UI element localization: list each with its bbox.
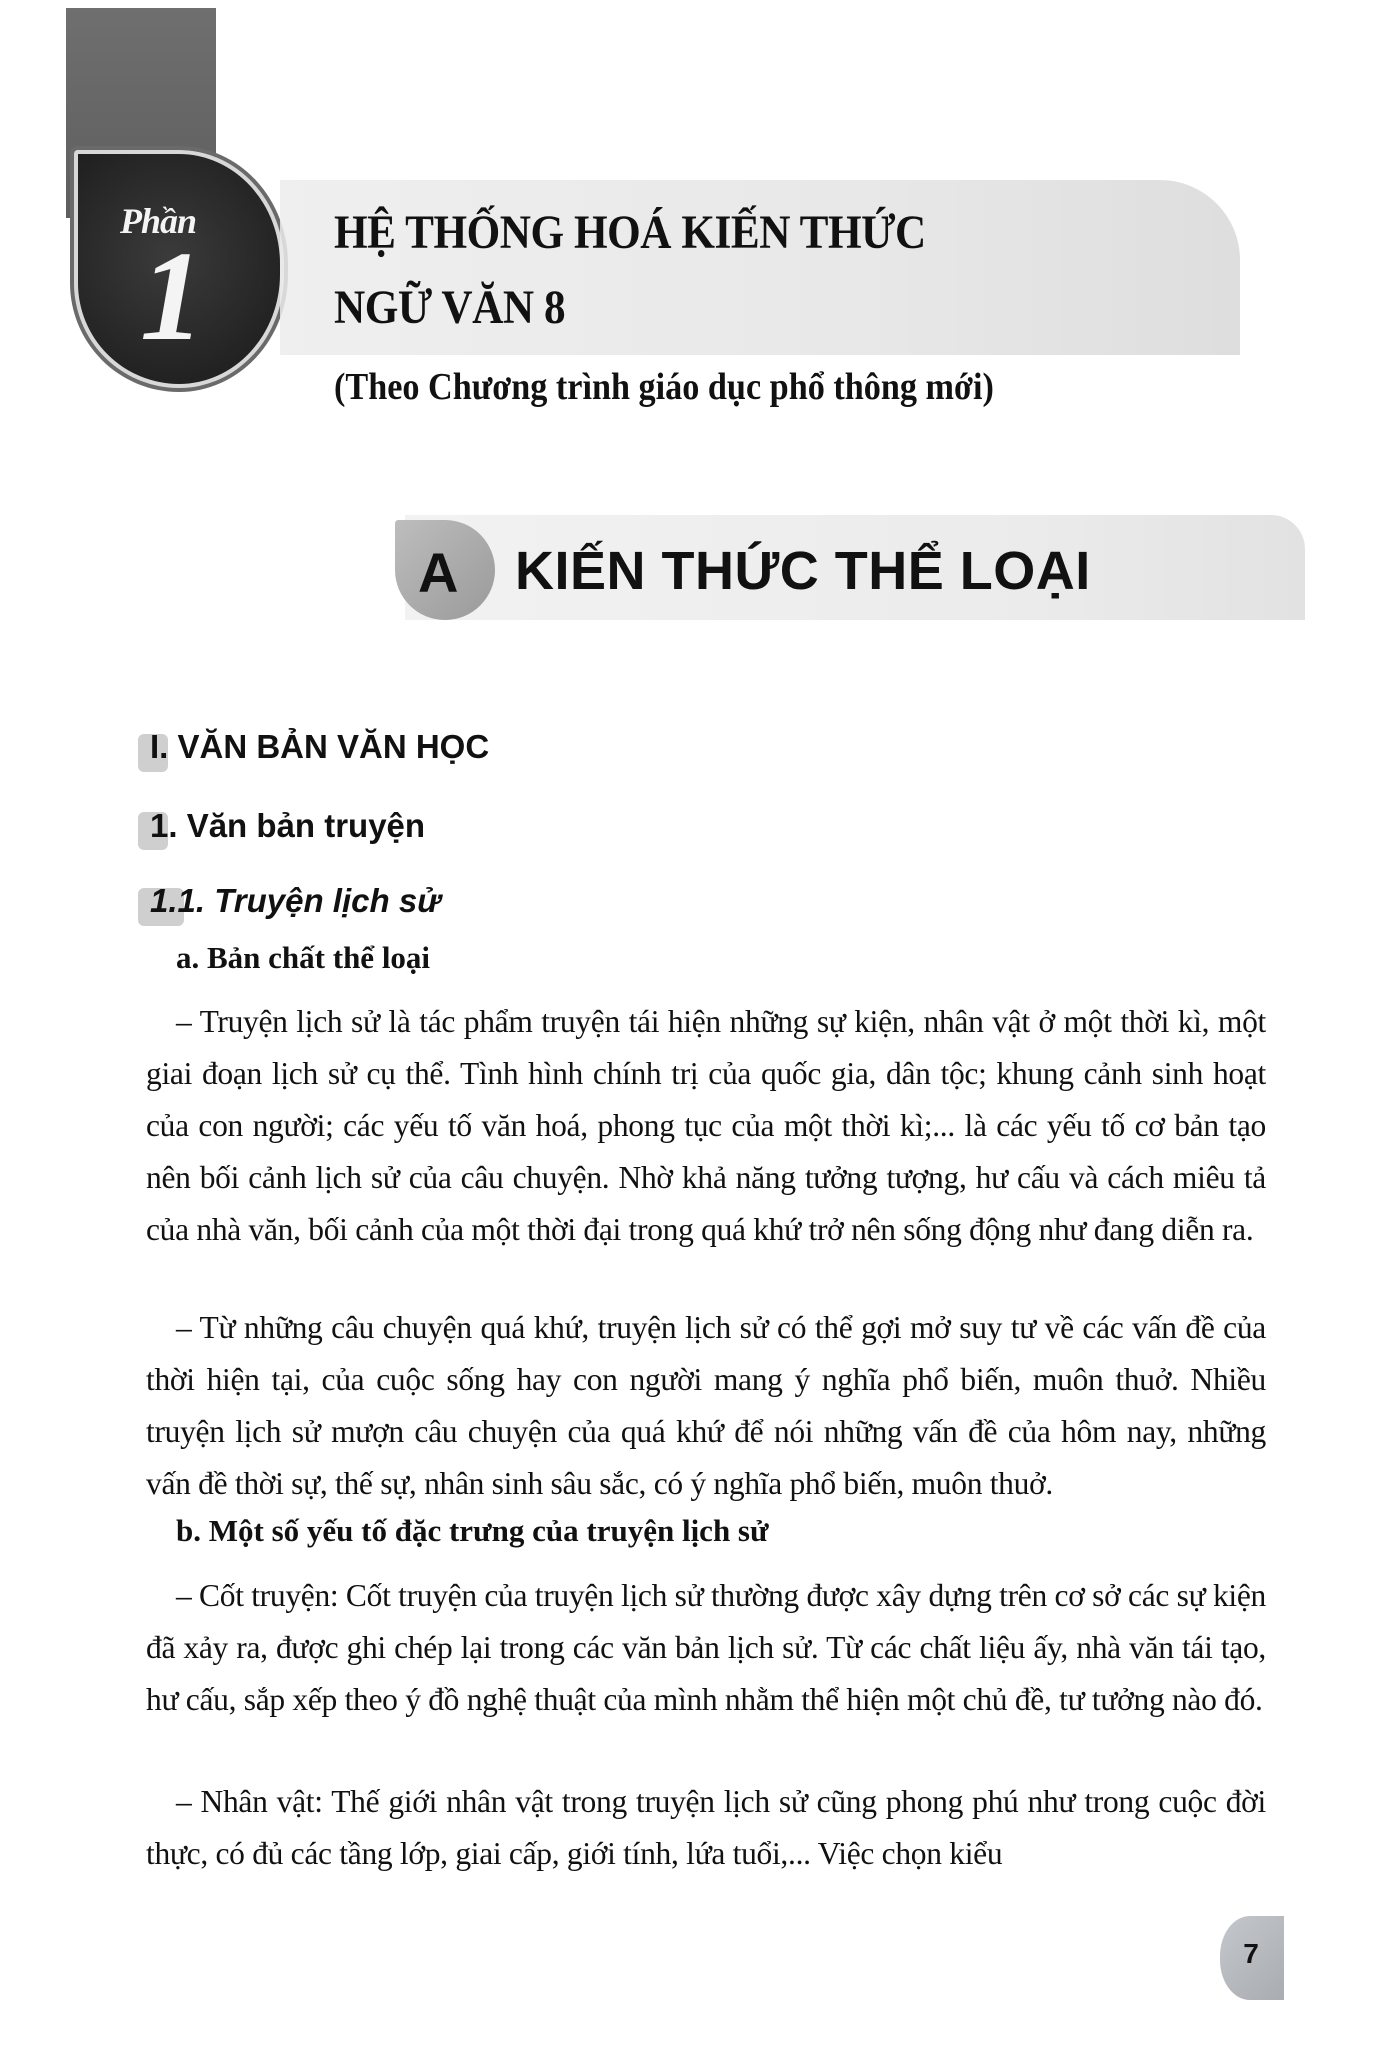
subheading-b: b. Một số yếu tố đặc trưng của truyện lịch sử — [176, 1513, 769, 1548]
paragraph: – Nhân vật: Thế giới nhân vật trong truyện lịch sử cũng phong phú như trong cuộc đời thực, có đủ các tầng lớp, giai cấp, giới tính, lứa tuổi,... Việc chọn kiểu — [146, 1784, 1266, 1871]
paragraph: – Truyện lịch sử là tác phẩm truyện tái hiện những sự kiện, nhân vật ở một thời kì, một giai đoạn lịch sử cụ thể. Tình hình chính trị của quốc gia, dân tộc; khung cảnh sinh hoạt của con người; các yếu tố văn hoá, phong tục của một thời kì;... là các yếu tố cơ bản tạo nên bối cảnh lịch sử của câu chuyện. Nhờ khả năng tưởng tượng, hư cấu và cách miêu tả của nhà văn, bối cảnh của một thời đại trong quá khứ trở nên sống động như đang diễn ra. — [146, 1004, 1266, 1247]
part-number: 1 — [140, 225, 204, 367]
section-letter: A — [418, 541, 459, 604]
page-title-line2: NGỮ VĂN 8 — [334, 281, 566, 334]
page-subtitle: (Theo Chương trình giáo dục phổ thông mới) — [334, 366, 994, 408]
heading-level1: I. VĂN BẢN VĂN HỌC — [150, 728, 490, 765]
paragraph: – Cốt truyện: Cốt truyện của truyện lịch sử thường được xây dựng trên cơ sở các sự kiện đã xảy ra, được ghi chép lại trong các văn bản lịch sử. Từ các chất liệu ấy, nhà văn tái tạo, hư cấu, sắp xếp theo ý đồ nghệ thuật của mình nhằm thể hiện một chủ đề, tư tưởng nào đó. — [146, 1578, 1266, 1717]
heading-level3: 1.1. Truyện lịch sử — [150, 882, 441, 919]
page-title-line1: HỆ THỐNG HOÁ KIẾN THỨC — [334, 206, 926, 259]
heading-level2: 1. Văn bản truyện — [150, 807, 426, 844]
part-label: Phần — [120, 201, 197, 241]
page-number: 7 — [1243, 1938, 1259, 1969]
subheading-a: a. Bản chất thể loại — [176, 940, 431, 975]
section-title: KIẾN THỨC THỂ LOẠI — [515, 541, 1091, 601]
paragraph: – Từ những câu chuyện quá khứ, truyện lịch sử có thể gợi mở suy tư về các vấn đề của thời hiện tại, của cuộc sống hay con người mang ý nghĩa phổ biến, muôn thuở. Nhiều truyện lịch sử mượn câu chuyện của quá khứ để nói những vấn đề của hôm nay, những vấn đề thời sự, thế sự, nhân sinh sâu sắc, có ý nghĩa phổ biến, muôn thuở. — [146, 1310, 1266, 1501]
